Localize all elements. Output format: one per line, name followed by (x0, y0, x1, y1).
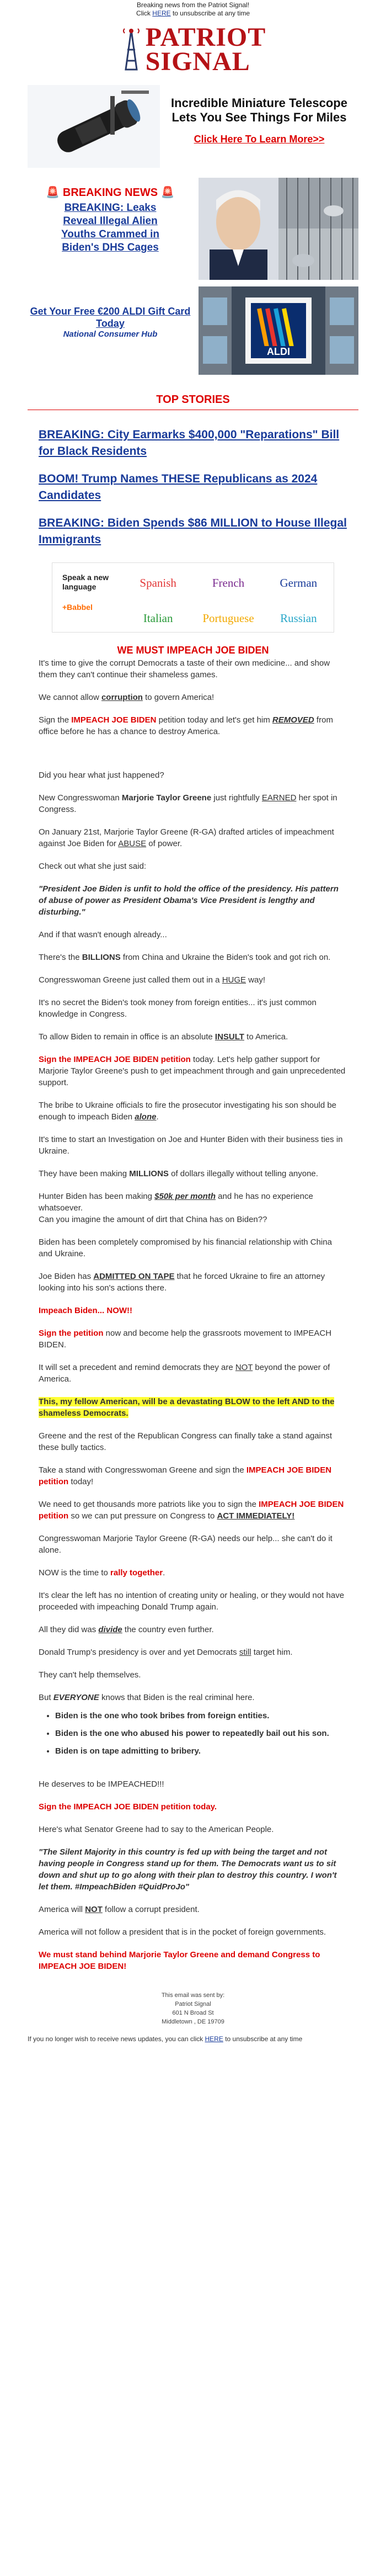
biden-cages-photo[interactable] (199, 178, 358, 280)
list-item: • Biden is the one who took bribes from foreign entities. (55, 1710, 347, 1722)
breaking-news-link[interactable]: BREAKING: Leaks Reveal Illegal Alien Youths Crammed in Biden's DHS Cages (61, 202, 160, 253)
article-paragraph (39, 1271, 347, 1294)
text-run: beyond the power of America. (39, 1363, 330, 1384)
babbel-prompt: Speak a new language (62, 573, 109, 591)
text-run: to America. (244, 1032, 288, 1042)
text-run: of dollars illegally without telling anyone. (168, 1169, 318, 1178)
tower-icon (120, 28, 142, 72)
text-run: BILLIONS (82, 953, 121, 962)
petition-link[interactable]: IMPEACH JOE BIDEN petition (39, 1465, 332, 1486)
article-paragraph: They can't help themselves. (39, 1670, 141, 1680)
footer-line: This email was sent by: (161, 1992, 225, 1999)
text-run: Donald Trump's presidency is over and yet Democrats (39, 1648, 239, 1657)
greene-quote: "President Joe Biden is unfit to hold the office of the presidency. His pattern of abuse of power as President Obama's Vice President is lengthy and disturbing." (39, 884, 339, 917)
text-run: Sign the (39, 715, 72, 725)
text-run: today! (68, 1477, 94, 1486)
text-run: from China and Ukraine the Biden's took and got rich on. (120, 953, 331, 962)
text-run: Can you imagine the amount of dirt that China has on Biden?? (39, 1215, 267, 1224)
story-link[interactable]: BREAKING: City Earmarks $400,000 "Reparations" Bill for Black Residents (39, 428, 340, 458)
email-footer (28, 1991, 358, 2026)
text-run: New Congresswoman (39, 793, 122, 803)
babbel-logo: +Babbel (62, 603, 93, 612)
aldi-row (28, 286, 358, 375)
text-run: so we can put pressure on Congress to (68, 1511, 217, 1521)
text-run: . (163, 1568, 165, 1578)
petition-link[interactable]: IMPEACH JOE BIDEN petition (39, 1500, 344, 1521)
preheader-unsubscribe (28, 9, 358, 18)
telescope-image (28, 85, 160, 168)
text-run: On January 21st, Marjorie Taylor Greene (R-GA) drafted articles of impeachment against Joe Biden for (39, 827, 334, 848)
text-run: America will (39, 1905, 85, 1914)
article-paragraph: And if that wasn't enough already... (39, 930, 167, 939)
text-run: NOT (85, 1905, 103, 1914)
article-paragraph (39, 826, 347, 849)
telescope-ad-copy (160, 85, 358, 168)
footer-line: Middletown , DE 19709 (162, 2019, 224, 2025)
telescope-ad-headline: Incredible Miniature Telescope Lets You See Things For Miles (171, 96, 347, 124)
highlighted-text: This, my fellow American, will be a devastating BLOW to the left AND to the shameless Democrats. (39, 1397, 335, 1418)
telescope-ad-cta-link[interactable]: Click Here To Learn More>> (194, 134, 325, 145)
article-paragraph (39, 1100, 347, 1123)
language-label: Spanish (140, 576, 176, 589)
article-paragraph (39, 714, 347, 737)
preheader-text: to unsubscribe at any time (170, 9, 250, 17)
article-paragraph (39, 1904, 347, 1915)
language-label: German (280, 576, 318, 589)
text-run: rally together (110, 1568, 163, 1578)
text-run: petition today and let's get him (156, 715, 272, 725)
greene-quote: "The Silent Majority in this country is fed up with being the target and not having people in Congress stand up for them. The Democrats want us to sit down and shut up to go along with their plan to destroy this country. I won't let them. #ImpeachBiden #QuidProJo" (39, 1847, 337, 1892)
language-label: Portuguese (202, 611, 254, 625)
unsubscribe-note (28, 2035, 358, 2043)
breaking-column (28, 178, 193, 280)
article-paragraph: It's no secret the Biden's took money from foreign entities... it's just common knowledge in Congress. (39, 998, 317, 1019)
list-item: • Biden is the one who abused his power to repeatedly bail out his son. (55, 1728, 347, 1740)
breaking-row (28, 178, 358, 280)
text-run: We need to get thousands more patriots like you to sign the (39, 1500, 259, 1509)
text-run: still (239, 1648, 251, 1657)
article-paragraph (39, 1567, 347, 1579)
breaking-news-label: 🚨 BREAKING NEWS 🚨 (46, 187, 175, 199)
gift-card-promo (28, 305, 193, 339)
article-paragraph (39, 952, 347, 963)
article-paragraph: He deserves to be IMPEACHED!!! (39, 1780, 164, 1789)
text-run: But (39, 1693, 53, 1702)
gift-card-link[interactable]: Get Your Free €200 ALDI Gift Card Today (30, 306, 191, 329)
article-paragraph: Biden has been completely compromised by his financial relationship with China and Ukraine. (39, 1237, 332, 1258)
article-paragraph (39, 1031, 347, 1043)
article-paragraph (39, 1692, 347, 1703)
text-run: Joe Biden has (39, 1272, 94, 1281)
language-label: Russian (280, 611, 317, 625)
language-label: French (212, 576, 245, 589)
list-item: • Biden is on tape admitting to bribery. (55, 1745, 347, 1757)
article-paragraph (39, 1396, 347, 1419)
impeach-now-link[interactable]: Impeach Biden... NOW!! (39, 1306, 133, 1315)
text-run: HUGE (222, 975, 246, 985)
gift-column (28, 286, 193, 375)
unsubscribe-text: If you no longer wish to receive news updates, you can click (28, 2035, 205, 2043)
preheader-line: Breaking news from the Patriot Signal! (136, 1, 250, 9)
article-paragraph: Congresswoman Marjorie Taylor Greene (R-GA) needs our help... she can't do it alone. (39, 1534, 333, 1555)
text-run: There's the (39, 953, 82, 962)
text-run: NOT (235, 1363, 253, 1372)
babbel-ad-left (52, 563, 123, 632)
preheader-text: Click (136, 9, 153, 17)
article-paragraph (39, 1054, 347, 1088)
article-paragraph: It's time to start an Investigation on Joe and Hunter Biden with their business ties in Ukraine. (39, 1135, 343, 1156)
preheader (28, 0, 358, 18)
aldi-brand-text: ALDI (253, 346, 304, 358)
article-paragraph (39, 1327, 347, 1351)
preheader-unsubscribe-link[interactable]: HERE (152, 9, 171, 17)
text-run: It will set a precedent and remind democrats they are (39, 1363, 235, 1372)
article-paragraph (39, 1191, 347, 1225)
text-run: today. Let's help gather support for Marjorie Taylor Greene's push to get impeachment through and gain unprecedented support. (39, 1055, 346, 1087)
petition-link[interactable]: Sign the petition (39, 1329, 104, 1338)
top-stories-list (28, 427, 358, 548)
text-run: now and become help the grassroots movement to IMPEACH BIDEN. (39, 1329, 332, 1350)
article-paragraph (39, 1168, 347, 1180)
article-paragraph (39, 1464, 347, 1488)
article-paragraph (39, 1362, 347, 1385)
text-run: REMOVED (272, 715, 314, 725)
text-run: way! (246, 975, 266, 985)
email-body (28, 0, 358, 2043)
text-run: to govern America! (142, 693, 215, 702)
article-paragraph: America will not follow a president that is in the pocket of foreign governments. (39, 1927, 326, 1937)
story-link[interactable]: BREAKING: Biden Spends $86 MILLION to House Illegal Immigrants (39, 517, 347, 546)
article-paragraph (39, 974, 347, 986)
text-run: We cannot allow (39, 693, 101, 702)
closing-call-link[interactable]: We must stand behind Marjorie Taylor Greene and demand Congress to IMPEACH JOE BIDEN! (39, 1950, 320, 1971)
text-run: ABUSE (118, 839, 147, 848)
text-run: MILLIONS (129, 1169, 169, 1178)
accusation-list (39, 1710, 347, 1757)
text-run: knows that Biden is the real criminal here. (99, 1693, 255, 1702)
logo-word-bottom: SIGNAL (145, 47, 250, 76)
petition-link[interactable]: IMPEACH JOE BIDEN (71, 715, 157, 725)
text-run: target him. (251, 1648, 293, 1657)
text-run: her spot in Congress. (39, 793, 337, 814)
article-body (39, 657, 347, 1972)
text-run: EVERYONE (53, 1693, 99, 1702)
article-paragraph: It's time to give the corrupt Democrats a taste of their own medicine... and show them they can't continue their shameless games. (39, 658, 330, 679)
story-link[interactable]: BOOM! Trump Names THESE Republicans as 2024 Candidates (39, 472, 318, 502)
article-paragraph (39, 692, 347, 703)
unsubscribe-text: to unsubscribe at any time (223, 2035, 303, 2043)
text-run: They have been making (39, 1169, 130, 1178)
article-paragraph (39, 1624, 347, 1635)
text-run: the country even further. (122, 1625, 214, 1634)
text-run: Take a stand with Congresswoman Greene and sign the (39, 1465, 246, 1475)
text-run: Marjorie Taylor Greene (121, 793, 212, 803)
aldi-store-photo[interactable] (199, 286, 358, 375)
text-run: corruption (101, 693, 143, 702)
text-run: of power. (146, 839, 183, 848)
text-run: NOW is the time to (39, 1568, 111, 1578)
unsubscribe-link[interactable]: HERE (205, 2035, 223, 2043)
telescope-ad[interactable] (28, 85, 358, 168)
text-run: that he forced Ukraine to fire an attorney looking into his son's actions there. (39, 1272, 325, 1293)
text-run: divide (98, 1625, 122, 1634)
babbel-ad[interactable] (52, 562, 334, 633)
logo-wordmark (146, 25, 266, 74)
article-paragraph: It's clear the left has no intention of creating unity or healing, or they would not have proceeded with impeaching Donald Trump again. (39, 1591, 345, 1612)
article-paragraph: Greene and the rest of the Republican Congress can finally take a stand against these bully tactics. (39, 1431, 332, 1452)
text-run: To allow Biden to remain in office is an absolute (39, 1032, 215, 1042)
text-run: from office before he has a chance to destroy America. (39, 715, 333, 736)
text-run: Congresswoman Greene just called them out in a (39, 975, 222, 985)
article-title: WE MUST IMPEACH JOE BIDEN (117, 645, 269, 656)
petition-link[interactable]: Sign the IMPEACH JOE BIDEN petition (39, 1055, 191, 1064)
gift-card-source: National Consumer Hub (63, 330, 158, 339)
article-paragraph (39, 1499, 347, 1522)
text-run: and he has no experience whatsoever. (39, 1192, 313, 1213)
language-label: Italian (143, 611, 173, 625)
petition-link[interactable]: Sign the IMPEACH JOE BIDEN petition today. (39, 1802, 217, 1812)
article-paragraph (39, 792, 347, 815)
babbel-language-grid (123, 563, 334, 632)
logo-word-top: PATRIOT (145, 23, 266, 52)
footer-line: 601 N Broad St (172, 2010, 214, 2016)
text-run: just rightfully (211, 793, 262, 803)
article-paragraph (39, 1646, 347, 1658)
text-run: ADMITTED ON TAPE (93, 1272, 175, 1281)
text-run: follow a corrupt president. (102, 1905, 200, 1914)
article-paragraph: Did you hear what just happened? (39, 771, 164, 780)
text-run: Hunter Biden has been making (39, 1192, 155, 1201)
text-run: EARNED (261, 793, 297, 803)
article-paragraph: Here's what Senator Greene had to say to the American People. (39, 1825, 274, 1834)
text-run: ACT IMMEDIATELY! (217, 1511, 295, 1521)
article-paragraph: Check out what she just said: (39, 862, 147, 871)
text-run: . (156, 1112, 159, 1122)
footer-line: Patriot Signal (175, 2001, 211, 2007)
patriot-signal-logo[interactable] (28, 25, 358, 74)
text-run: INSULT (215, 1032, 244, 1042)
text-run: alone (135, 1112, 157, 1122)
text-run: All they did was (39, 1625, 99, 1634)
top-stories-heading: TOP STORIES (156, 394, 230, 406)
text-run: The bribe to Ukraine officials to fire the prosecutor investigating his son should be enough to impeach Biden (39, 1101, 337, 1122)
text-run: $50k per month (154, 1192, 216, 1201)
